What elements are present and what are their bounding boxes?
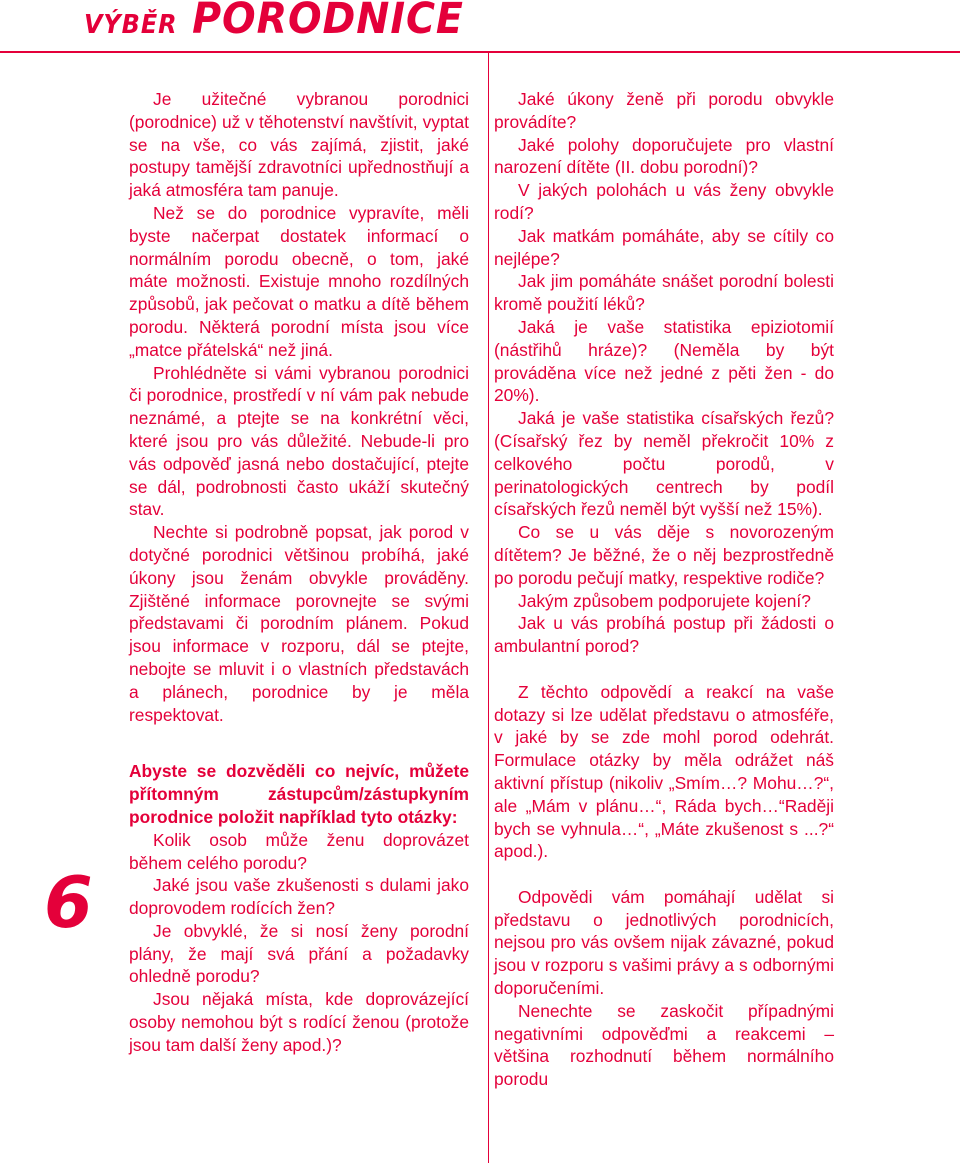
question-item: Jak matkám pomáháte, aby se cítily co nejlépe? — [494, 225, 834, 269]
question-item: Je obvyklé, že si nosí ženy porodní plány, že mají svá přání a požadavky ohledně porodu? — [129, 920, 469, 987]
body-paragraph: Odpovědi vám pomáhají udělat si představu o jednotlivých porodnicích, nejsou pro vás ovšem nijak závazné, pokud jsou v rozporu s vašimi právy a s odbornými doporučeními. — [494, 886, 834, 999]
page-title — [84, 0, 464, 44]
intro-paragraph: Je užitečné vybranou porodnici (porodnice) už v těhotenství navštívit, vyptat se na vše, co vás zajímá, zjistit, jaké postupy tamější zdravotníci upřednostňují a jaká atmosféra tam panuje. — [129, 89, 469, 201]
page-title-prefix: VÝBĚR — [84, 10, 178, 40]
question-item: Jak u vás probíhá postup při žádosti o ambulantní porod? — [494, 613, 834, 657]
question-item: V jakých polohách u vás ženy obvykle rodí? — [494, 180, 834, 223]
body-paragraph: Nechte si podrobně popsat, jak porod v dotyčné porodnici většinou probíhá, jaké úkony jsou ženám obvykle prováděny. Zjištěné informace porovnejte se svými představami či porodním plánem. Pokud jsou informace v rozporu, dál se ptejte, nebojte se mluvit i o vlastních představách a plánech, porodnice by je měla respektovat. — [129, 522, 469, 725]
question-item: Jaké úkony ženě při porodu obvykle provádíte? — [494, 89, 834, 132]
question-item: Kolik osob může ženu doprovázet během celého porodu? — [129, 829, 469, 873]
question-item: Jaké polohy doporučujete pro vlastní narození dítěte (II. dobu porodní)? — [494, 134, 834, 178]
right-column — [494, 88, 834, 1091]
question-item: Jak jim pomáháte snášet porodní bolesti kromě použití léků? — [494, 271, 834, 315]
body-paragraph: Z těchto odpovědí a reakcí na vaše dotazy si lze udělat představu o atmosféře, v jaké by se zde mohl porod odehrát. Formulace otázky by měla odrážet náš aktivní přístup (nikoliv „Smím…? Mohu…?“, ale „Mám v plánu…“, Ráda bych…“Raději bych se vyhnula…“, „Máte zkušenost s ...?“ apod.). — [494, 681, 834, 862]
question-item: Jaké jsou vaše zkušenosti s dulami jako doprovodem rodících žen? — [129, 875, 469, 919]
header-rule — [0, 51, 960, 53]
question-item: Jakým způsobem podporujete kojení? — [518, 590, 811, 611]
left-column — [129, 88, 469, 1057]
page-title-main: PORODNICE — [192, 0, 464, 44]
body-paragraph: Než se do porodnice vypravíte, měli byste načerpat dostatek informací o normálním porodu obecně, o tom, jaké máte možnosti. Existuje mnoho rozdílných způsobů, jak pečovat o matku a dítě během porodu. Některá porodní místa jsou více „matce přátelská“ než jiná. — [129, 202, 469, 360]
question-item: Co se u vás děje s novorozeným dítětem? Je běžné, že o něj bezprostředně po porodu pečují matky, respektive rodiče? — [494, 522, 834, 588]
questions-heading: Abyste se dozvěděli co nejvíc, můžete přítomným zástupcům/zástupkyním porodnice položit například tyto otázky: — [129, 761, 469, 827]
body-paragraph: Nenechte se zaskočit případnými negativními odpověďmi a reakcemi – většina rozhodnutí během normálního porodu — [494, 1000, 834, 1090]
page-number: 6 — [44, 862, 93, 944]
question-item: Jaká je vaše statistika epiziotomií (nástřihů hráze)? (Neměla by být prováděna více než jedné z pěti žen - do 20%). — [494, 316, 834, 406]
question-item: Jsou nějaká místa, kde doprovázející osoby nemohou být s rodící ženou (protože jsou tam další ženy apod.)? — [129, 989, 469, 1055]
question-item: Jaká je vaše statistika císařských řezů? (Císařský řez by neměl překročit 10% z celkového počtu porodů, v perinatologických centrech by podíl císařských řezů neměl být vyšší než 15%). — [494, 408, 834, 520]
body-paragraph: Prohlédněte si vámi vybranou porodnici či porodnice, prostředí v ní vám pak nebude neznámé, a ptejte se na konkrétní věci, které jsou pro vás důležité. Nebude-li pro vás odpověď jasná nebo dostačující, ptejte se dál, podrobnosti často ukáží skutečný stav. — [129, 362, 469, 520]
column-divider — [488, 53, 489, 1163]
